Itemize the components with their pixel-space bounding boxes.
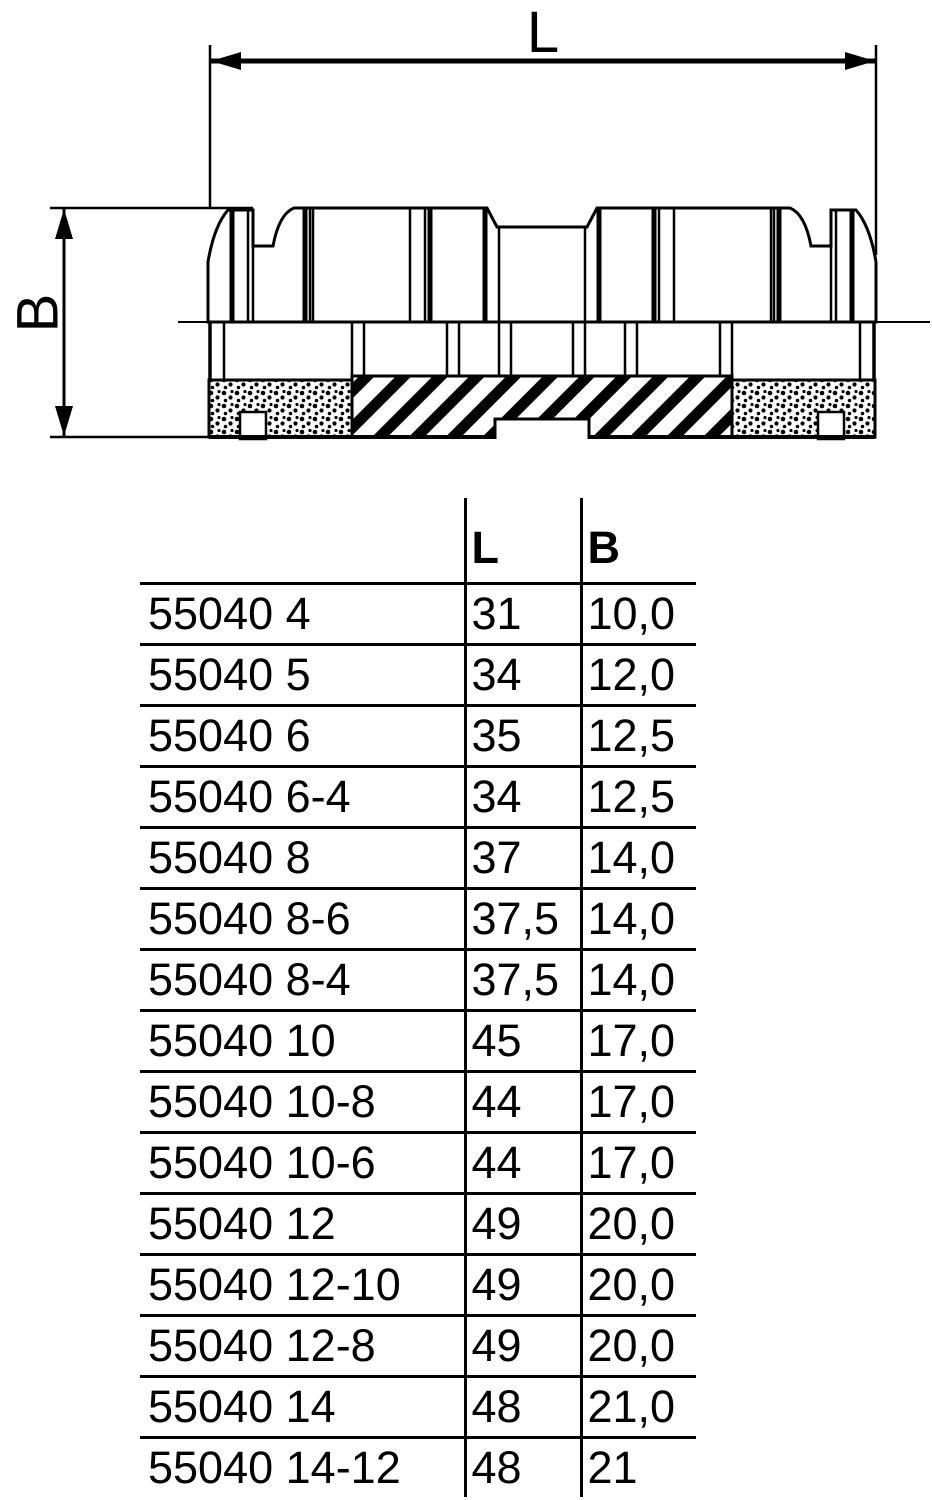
part-number-cell: 55040 12-8 (140, 1316, 465, 1377)
table-row (140, 889, 696, 950)
width-value-cell: 20,0 (581, 1316, 696, 1377)
table-row (140, 950, 696, 1011)
length-value-cell: 45 (465, 1011, 581, 1072)
part-number-cell: 55040 12-10 (140, 1255, 465, 1316)
width-value-cell: 12,0 (581, 645, 696, 706)
width-value-cell: 21 (581, 1438, 696, 1498)
part-number-cell: 55040 8-6 (140, 889, 465, 950)
width-value-cell: 17,0 (581, 1133, 696, 1194)
length-value-cell: 48 (465, 1377, 581, 1438)
dimension-label-length: L (526, 0, 560, 65)
length-value-cell: 49 (465, 1316, 581, 1377)
seal-notch-right (818, 412, 844, 439)
part-number-cell: 55040 10-6 (140, 1133, 465, 1194)
part-number-cell: 55040 6-4 (140, 767, 465, 828)
part-number-cell: 55040 14 (140, 1377, 465, 1438)
table-row (140, 1438, 696, 1498)
table-row (140, 706, 696, 767)
arrowhead-left-icon (211, 52, 241, 70)
part-number-cell: 55040 10-8 (140, 1072, 465, 1133)
center-bore-step (495, 419, 589, 441)
header-part (140, 498, 465, 584)
width-value-cell: 10,0 (581, 584, 696, 645)
length-value-cell: 44 (465, 1133, 581, 1194)
width-value-cell: 17,0 (581, 1072, 696, 1133)
length-value-cell: 35 (465, 706, 581, 767)
length-value-cell: 49 (465, 1194, 581, 1255)
table-row (140, 1316, 696, 1377)
seal-notch-left (240, 412, 266, 439)
length-value-cell: 48 (465, 1438, 581, 1498)
fitting-lower-band-lines (224, 322, 860, 381)
part-number-cell: 55040 14-12 (140, 1438, 465, 1498)
table-row (140, 1011, 696, 1072)
table-row (140, 584, 696, 645)
width-value-cell: 17,0 (581, 1011, 696, 1072)
length-value-cell: 37,5 (465, 889, 581, 950)
part-number-cell: 55040 8-4 (140, 950, 465, 1011)
table-row (140, 645, 696, 706)
arrowhead-down-icon (55, 406, 73, 436)
part-number-cell: 55040 5 (140, 645, 465, 706)
table-row (140, 1133, 696, 1194)
width-value-cell: 14,0 (581, 950, 696, 1011)
width-value-cell: 21,0 (581, 1377, 696, 1438)
header-width: B (581, 498, 696, 584)
table-row (140, 1072, 696, 1133)
part-number-cell: 55040 10 (140, 1011, 465, 1072)
width-value-cell: 14,0 (581, 828, 696, 889)
table-row (140, 1377, 696, 1438)
width-value-cell: 12,5 (581, 706, 696, 767)
length-value-cell: 37,5 (465, 950, 581, 1011)
length-value-cell: 34 (465, 767, 581, 828)
fitting-lower-edge-lines (210, 322, 874, 382)
length-value-cell: 37 (465, 828, 581, 889)
table-row (140, 828, 696, 889)
fitting-upper-outline (208, 208, 876, 322)
technical-drawing (0, 0, 932, 470)
dimension-label-width: B (5, 293, 71, 333)
width-value-cell: 20,0 (581, 1194, 696, 1255)
table-row (140, 1194, 696, 1255)
arrowhead-up-icon (55, 209, 73, 239)
table-row (140, 767, 696, 828)
dimension-table (140, 498, 696, 1497)
part-number-cell: 55040 12 (140, 1194, 465, 1255)
length-value-cell: 49 (465, 1255, 581, 1316)
seal-stipple-left (209, 380, 352, 437)
length-value-cell: 34 (465, 645, 581, 706)
length-value-cell: 44 (465, 1072, 581, 1133)
table-row (140, 1255, 696, 1316)
part-number-cell: 55040 6 (140, 706, 465, 767)
width-value-cell: 20,0 (581, 1255, 696, 1316)
width-value-cell: 14,0 (581, 889, 696, 950)
part-number-cell: 55040 4 (140, 584, 465, 645)
part-number-cell: 55040 8 (140, 828, 465, 889)
arrowhead-right-icon (845, 52, 875, 70)
length-value-cell: 31 (465, 584, 581, 645)
table-header-row (140, 498, 696, 584)
width-value-cell: 12,5 (581, 767, 696, 828)
seal-stipple-right (732, 380, 875, 437)
header-length: L (465, 498, 581, 584)
